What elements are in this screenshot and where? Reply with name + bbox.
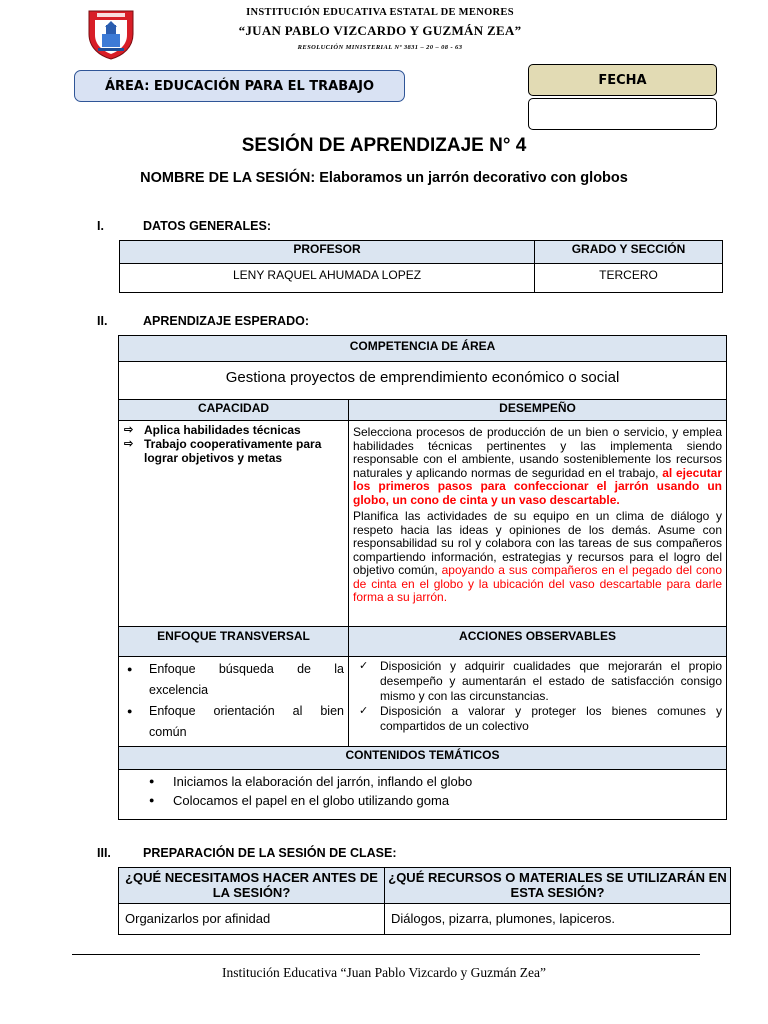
acciones-cell (349, 657, 727, 747)
section3-number: III. (97, 846, 111, 860)
aprendizaje-table (118, 335, 727, 820)
capacidad-header: CAPACIDAD (119, 400, 349, 421)
enfoque-cell: ● Enfoque búsqueda de la excelencia ● Enfoque orientación al bien común (119, 657, 349, 747)
checkmark-icon: ✓ (359, 705, 369, 717)
page-title: SESIÓN DE APRENDIZAJE N° 4 (241, 135, 527, 156)
desempeno-paragraph-2: Planifica las actividades de su equipo en un clima de diálogo y respeto hacia las ideas y opiniones de los demás. Asume con responsabilidad su rol y colabora con las tareas de sus compañeros compartiendo información, estrategias y recursos para el logro del objetivo común, apoyando a sus compañeros en el pegado del cono de cinta en el globo y la ubicación del vaso descartable para darle forma a su jarrón. (353, 509, 723, 604)
area-label: ÁREA: EDUCACIÓN PARA EL TRABAJO (104, 78, 375, 94)
section3-title: PREPARACIÓN DE LA SESIÓN DE CLASE: (143, 846, 397, 860)
arrow-right-icon: ⇨ (124, 424, 134, 436)
section1-number: I. (97, 219, 104, 233)
recursos-value: Diálogos, pizarra, plumones, lapiceros. (385, 904, 731, 935)
necesitamos-header: ¿QUÉ NECESITAMOS HACER ANTES DE LA SESIÓN? (119, 868, 385, 904)
list-item: ✓ Disposición a valorar y proteger los bienes comunes y compartidos de un colectivo (359, 704, 723, 733)
fecha-label-box (528, 64, 717, 96)
list-item: ● Enfoque búsqueda de la (125, 659, 344, 680)
fecha-value-box (528, 98, 717, 130)
section2-number: II. (97, 314, 108, 328)
list-item: ⇨ Trabajo cooperativamente para lograr objetivos y metas (124, 437, 322, 465)
necesitamos-value: Organizarlos por afinidad (119, 904, 385, 935)
list-item: ⇨ Aplica habilidades técnicas (124, 423, 301, 437)
datos-generales-table (119, 240, 723, 293)
fecha-label: FECHA (598, 72, 647, 88)
school-header-resolution: RESOLUCIÓN MINISTERIAL Nº 3831 – 20 – 08 - 63 (297, 44, 463, 51)
list-item: ✓ Disposición y adquirir cualidades que mejorarán el propio desempeño y aumentarán el estado de satisfacción consigo mismo y con las circunstancias. (359, 659, 723, 703)
list-item: ● Colocamos el papel en el globo utilizando goma (149, 793, 450, 808)
school-crest-icon (86, 8, 136, 60)
bullet-icon: ● (127, 706, 133, 716)
footer-divider (72, 954, 700, 955)
bullet-icon: ● (149, 795, 155, 805)
enfoque-header: ENFOQUE TRANSVERSAL (119, 627, 349, 657)
bullet-icon: ● (149, 776, 155, 786)
competencia-header: COMPETENCIA DE ÁREA (119, 336, 727, 362)
arrow-right-icon: ⇨ (124, 438, 134, 450)
contenidos-header: CONTENIDOS TEMÁTICOS (119, 747, 727, 770)
checkmark-icon: ✓ (359, 660, 369, 672)
page-footer: Institución Educativa “Juan Pablo Vizcardo y Guzmán Zea” (222, 965, 546, 980)
grado-value: TERCERO (535, 264, 723, 293)
contenidos-cell (119, 770, 727, 820)
school-header-line2: “JUAN PABLO VIZCARDO Y GUZMÁN ZEA” (238, 23, 522, 38)
competencia-value: Gestiona proyectos de emprendimiento económico o social (119, 362, 727, 400)
session-name: NOMBRE DE LA SESIÓN: Elaboramos un jarrón decorativo con globos (140, 170, 628, 186)
section1-title: DATOS GENERALES: (143, 219, 272, 233)
school-header-line1: INSTITUCIÓN EDUCATIVA ESTATAL DE MENORES (246, 7, 514, 18)
profesor-value: LENY RAQUEL AHUMADA LOPEZ (120, 264, 535, 293)
list-item: ● Enfoque orientación al bien (125, 701, 344, 722)
capacidad-cell (119, 421, 349, 627)
desempeno-paragraph-1: Selecciona procesos de producción de un bien o servicio, y emplea habilidades técnicas pertinentes y las implementa siendo responsable con el ambiente, usando sosteniblemente los recursos naturales y aplicando normas de seguridad en el trabajo, al ejecutar los primeros pasos para confeccionar el jarrón usando un globo, un cono de cinta y un vaso descartable. (353, 425, 723, 507)
acciones-header: ACCIONES OBSERVABLES (349, 627, 727, 657)
grado-header: GRADO Y SECCIÓN (535, 241, 723, 264)
desempeno-header: DESEMPEÑO (349, 400, 727, 421)
profesor-header: PROFESOR (120, 241, 535, 264)
desempeno-cell (349, 421, 727, 627)
list-item: ● Iniciamos la elaboración del jarrón, inflando el globo (149, 774, 473, 789)
preparacion-table (118, 867, 731, 935)
recursos-header: ¿QUÉ RECURSOS O MATERIALES SE UTILIZARÁN EN ESTA SESIÓN? (385, 868, 731, 904)
area-label-box (74, 70, 405, 102)
section2-title: APRENDIZAJE ESPERADO: (143, 314, 309, 328)
bullet-icon: ● (127, 664, 133, 674)
